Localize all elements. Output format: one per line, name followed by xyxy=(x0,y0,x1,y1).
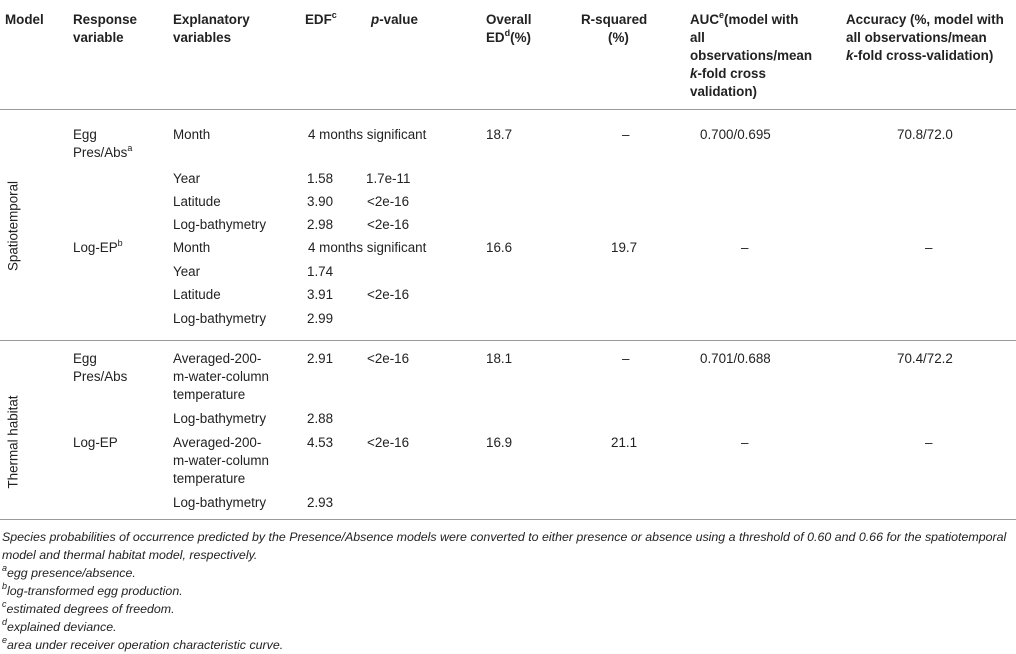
response-name: Egg xyxy=(73,127,97,142)
variable-cell-line2: m-water-column xyxy=(173,369,269,384)
header-rsquared-line2: (%) xyxy=(608,30,629,45)
accuracy-cell: – xyxy=(925,240,933,255)
auc-cell: 0.700/0.695 xyxy=(700,127,771,142)
edf-cell: 4.53 xyxy=(307,435,334,450)
variable-cell: Month xyxy=(173,127,211,142)
edf-cell: 2.99 xyxy=(307,311,334,326)
variable-cell: Averaged-200- xyxy=(173,435,262,450)
header-accuracy-line2: all observations/mean xyxy=(846,30,987,45)
response-name: Log-EP xyxy=(73,435,118,450)
overall-ed-cell: 18.7 xyxy=(486,127,513,142)
edf-cell: 2.88 xyxy=(307,411,334,426)
rsquared-cell: 21.1 xyxy=(611,435,638,450)
header-auc-line4: k-fold cross xyxy=(690,66,766,81)
rsquared-cell: – xyxy=(622,127,630,142)
header-response-line2: variable xyxy=(73,30,124,45)
pvalue-cell: 1.7e-11 xyxy=(366,171,411,186)
table-bottom-rule xyxy=(0,519,1016,520)
pvalue-cell: <2e-16 xyxy=(367,287,410,302)
header-rsquared-line1: R-squared xyxy=(581,12,648,27)
pvalue-cell: <2e-16 xyxy=(367,351,410,366)
edf-cell: 1.58 xyxy=(307,171,334,186)
response-name: Egg xyxy=(73,351,97,366)
footnote-e: $^e$area under receiver operation characteristic curve. xyxy=(2,634,284,652)
footnote-c: $^c$estimated degrees of freedom. xyxy=(2,598,175,616)
footnote-general-line2: model and thermal habitat model, respectively. xyxy=(2,548,258,562)
header-pvalue: p-value xyxy=(371,12,418,27)
footnote-general-line1: Species probabilities of occurrence predicted by the Presence/Absence models were converted to either presence or absence using a threshold of 0.60 and 0.66 for the spatiotemporal xyxy=(2,530,1007,544)
variable-cell-line3: temperature xyxy=(173,387,246,402)
variable-cell: Latitude xyxy=(173,287,221,302)
model-label: Spatiotemporal xyxy=(5,180,21,272)
variable-cell: Month xyxy=(173,240,211,255)
response-name-line2: Pres/Abs$^a$ xyxy=(73,142,133,160)
variable-cell: Latitude xyxy=(173,194,221,209)
header-explanatory-line1: Explanatory xyxy=(173,12,250,27)
footnote-a: $^a$egg presence/absence. xyxy=(2,562,136,580)
group-divider xyxy=(0,340,1016,341)
overall-ed-cell: 18.1 xyxy=(486,351,513,366)
variable-cell: Log-bathymetry xyxy=(173,411,267,426)
auc-cell: 0.701/0.688 xyxy=(700,351,771,366)
pvalue-cell: <2e-16 xyxy=(367,217,410,232)
variable-cell: Log-bathymetry xyxy=(173,217,267,232)
variable-cell: Year xyxy=(173,171,201,186)
response-name: Log-$EP^b$ xyxy=(73,237,123,255)
footnote-b: $^b$log-transformed egg production. xyxy=(2,580,183,598)
auc-cell: – xyxy=(741,435,749,450)
variable-cell-line2: m-water-column xyxy=(173,453,269,468)
overall-ed-cell: 16.6 xyxy=(486,240,513,255)
header-accuracy-line1: Accuracy (%, model with xyxy=(846,12,1004,27)
edf-cell: 2.91 xyxy=(307,351,334,366)
edf-cell: 3.91 xyxy=(307,287,334,302)
header-edf: EDF$^c$ xyxy=(305,9,337,27)
header-divider xyxy=(0,109,1016,110)
rsquared-cell: – xyxy=(622,351,630,366)
header-auc-line5: validation) xyxy=(690,84,757,99)
header-overall-line2: $ED^d(\%)$ xyxy=(486,27,531,45)
header-auc-line3: observations/mean xyxy=(690,48,813,63)
auc-cell: – xyxy=(741,240,749,255)
variable-cell: Log-bathymetry xyxy=(173,495,267,510)
header-auc-line1: AUC$^e$(model with xyxy=(690,9,799,27)
pvalue-cell: <2e-16 xyxy=(367,435,410,450)
accuracy-cell: 70.4/72.2 xyxy=(897,351,953,366)
significance-span-cell: 4 months significant xyxy=(308,240,427,255)
header-model: Model xyxy=(5,12,44,27)
header-explanatory-line2: variables xyxy=(173,30,232,45)
overall-ed-cell: 16.9 xyxy=(486,435,513,450)
accuracy-cell: 70.8/72.0 xyxy=(897,127,953,142)
rsquared-cell: 19.7 xyxy=(611,240,638,255)
significance-span-cell: 4 months significant xyxy=(308,127,427,142)
variable-cell: Log-bathymetry xyxy=(173,311,267,326)
response-name-line2: Pres/Abs xyxy=(73,369,128,384)
header-overall-line1: Overall xyxy=(486,12,532,27)
edf-cell: 2.93 xyxy=(307,495,334,510)
edf-cell: 2.98 xyxy=(307,217,334,232)
variable-cell-line3: temperature xyxy=(173,471,246,486)
edf-cell: 3.90 xyxy=(307,194,334,209)
header-auc-line2: all xyxy=(690,30,705,45)
header-response-line1: Response xyxy=(73,12,137,27)
header-accuracy-line3: k-fold cross-validation) xyxy=(846,48,994,63)
variable-cell: Year xyxy=(173,264,201,279)
variable-cell: Averaged-200- xyxy=(173,351,262,366)
footnote-d: $^d$explained deviance. xyxy=(2,616,117,634)
model-label: Thermal habitat xyxy=(5,395,21,489)
pvalue-cell: <2e-16 xyxy=(367,194,410,209)
accuracy-cell: – xyxy=(925,435,933,450)
edf-cell: 1.74 xyxy=(307,264,334,279)
